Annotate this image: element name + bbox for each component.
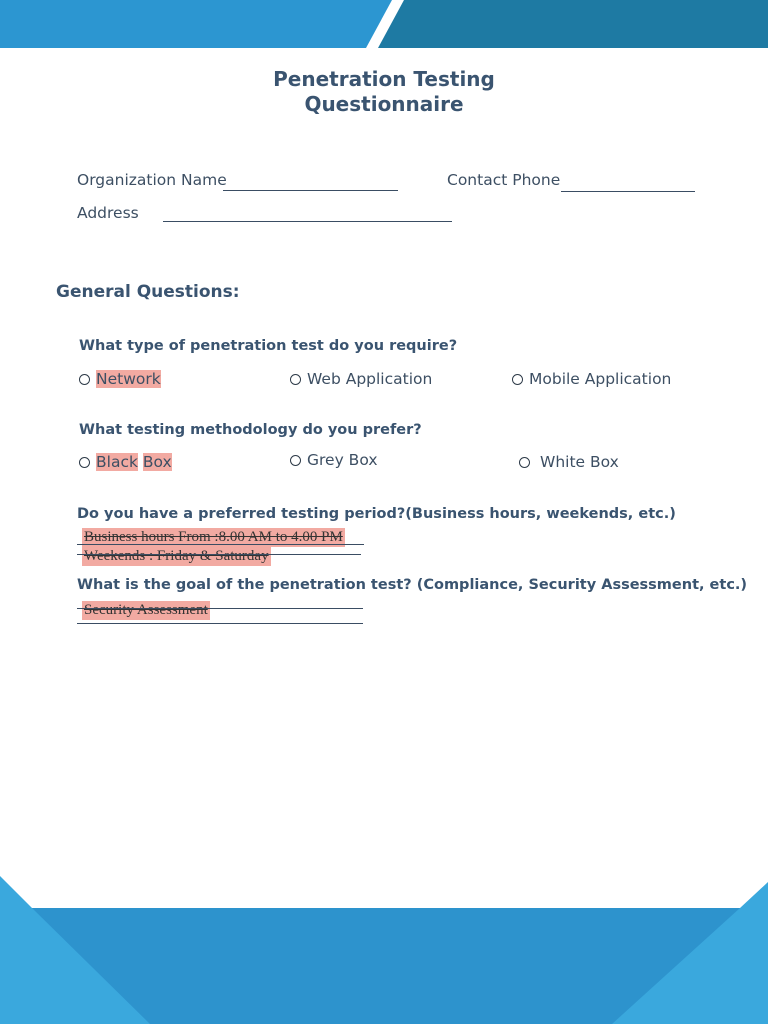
answer-line-3 — [77, 608, 363, 609]
question-testing-period: Do you have a preferred testing period?(Business hours, weekends, etc.) — [77, 506, 676, 522]
footer-left-triangle — [0, 876, 32, 908]
radio-network[interactable] — [79, 374, 90, 385]
radio-black-box[interactable] — [79, 457, 90, 468]
option-mobile-application-label: Mobile Application — [529, 370, 672, 388]
header-banner-dark — [378, 0, 768, 48]
radio-mobile-application[interactable] — [512, 374, 523, 385]
radio-white-box[interactable] — [519, 457, 530, 468]
organization-name-field[interactable] — [223, 190, 398, 191]
answer-line-2 — [77, 554, 361, 555]
document-title-line2: Questionnaire — [304, 92, 464, 116]
option-grey-box-label: Grey Box — [307, 451, 378, 469]
option-web-application-label: Web Application — [307, 370, 433, 388]
organization-name-label: Organization Name — [77, 171, 227, 189]
general-questions-heading: General Questions: — [56, 282, 240, 302]
question-goal: What is the goal of the penetration test? (Compliance, Security Assessment, etc.) — [77, 577, 748, 593]
answer-line-4 — [77, 623, 363, 624]
question-methodology: What testing methodology do you prefer? — [79, 422, 422, 438]
contact-phone-field[interactable] — [561, 191, 695, 192]
option-network-label: Network — [96, 370, 161, 388]
option-grey-box[interactable] — [290, 451, 378, 469]
address-field[interactable] — [163, 221, 452, 222]
header-banner — [0, 0, 768, 48]
option-white-box-label: White Box — [540, 453, 619, 471]
radio-web-application[interactable] — [290, 374, 301, 385]
answer-line-1 — [77, 544, 364, 545]
option-white-box[interactable] — [519, 453, 619, 471]
option-black-box-label-group — [96, 453, 172, 471]
option-black-box[interactable] — [79, 453, 172, 471]
answer-business-hours[interactable]: Business hours From :8.00 AM to 4.00 PM — [84, 529, 343, 545]
radio-grey-box[interactable] — [290, 455, 301, 466]
answer-weekends[interactable]: Weekends : Friday & Saturday — [84, 548, 269, 564]
option-web-application[interactable] — [290, 370, 432, 388]
contact-phone-label: Contact Phone — [447, 171, 561, 189]
option-black-box-label-2: Box — [142, 453, 172, 471]
header-banner-light — [0, 0, 392, 48]
option-black-box-label: Black — [96, 453, 138, 471]
address-label: Address — [77, 204, 139, 222]
option-network[interactable] — [79, 370, 161, 388]
question-test-type: What type of penetration test do you require? — [79, 338, 458, 354]
document-title-line1: Penetration Testing — [273, 67, 495, 91]
option-mobile-application[interactable] — [512, 370, 671, 388]
footer-banner — [0, 876, 768, 1024]
answer-security-assessment[interactable]: Security Assessment — [84, 602, 208, 618]
